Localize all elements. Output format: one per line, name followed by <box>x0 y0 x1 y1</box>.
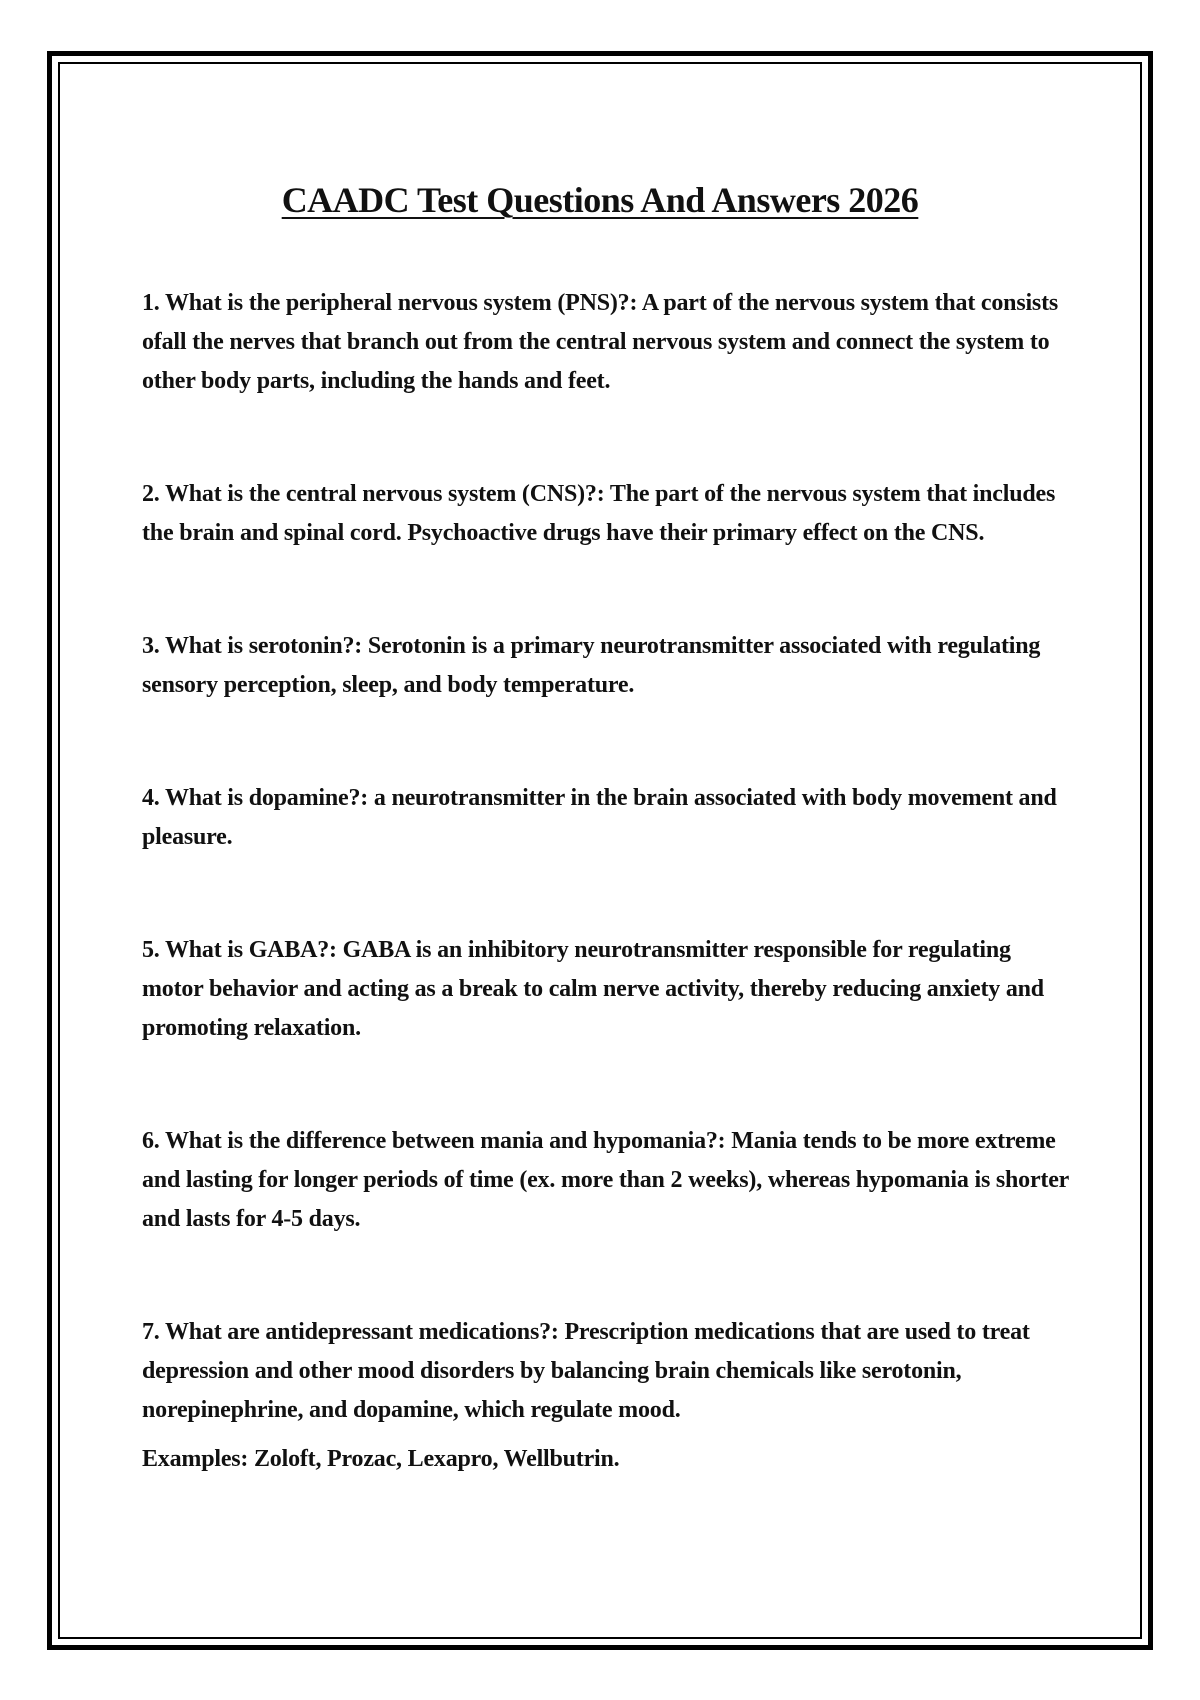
qa-item-7: 7. What are antidepressant medications?: Prescription medications that are used to treat depression and other mood disorders by balancing brain chemicals like serotonin, norepinephrine, and dopamine, which regulate mood. <box>142 1319 1030 1423</box>
qa-item-2: 2. What is the central nervous system (CNS)?: The part of the nervous system that includes the brain and spinal cord. Psychoactive drugs have their primary effect on the CNS. <box>142 481 1056 546</box>
qa-item-3: 3. What is serotonin?: Serotonin is a primary neurotransmitter associated with regulating sensory perception, sleep, and body temperature. <box>142 633 1041 698</box>
qa-item-1: 1. What is the peripheral nervous system (PNS)?: A part of the nervous system that consists ofall the nerves that branch out from the central nervous system and connect the system to other body parts, including the hands and feet. <box>142 290 1058 394</box>
qa-item-4: 4. What is dopamine?: a neurotransmitter in the brain associated with body movement and pleasure. <box>142 785 1057 850</box>
qa-item-7-examples: Examples: Zoloft, Prozac, Lexapro, Wellbutrin. <box>142 1446 620 1472</box>
page-title: CAADC Test Questions And Answers 2026 <box>281 180 919 221</box>
qa-item-6: 6. What is the difference between mania and hypomania?: Mania tends to be more extreme and lasting for longer periods of time (ex. more than 2 weeks), whereas hypomania is shorter and lasts for 4-5 days. <box>142 1128 1069 1232</box>
qa-list <box>142 284 1072 1503</box>
qa-item-5: 5. What is GABA?: GABA is an inhibitory neurotransmitter responsible for regulating motor behavior and acting as a break to calm nerve activity, thereby reducing anxiety and promoting relaxation. <box>142 937 1044 1041</box>
